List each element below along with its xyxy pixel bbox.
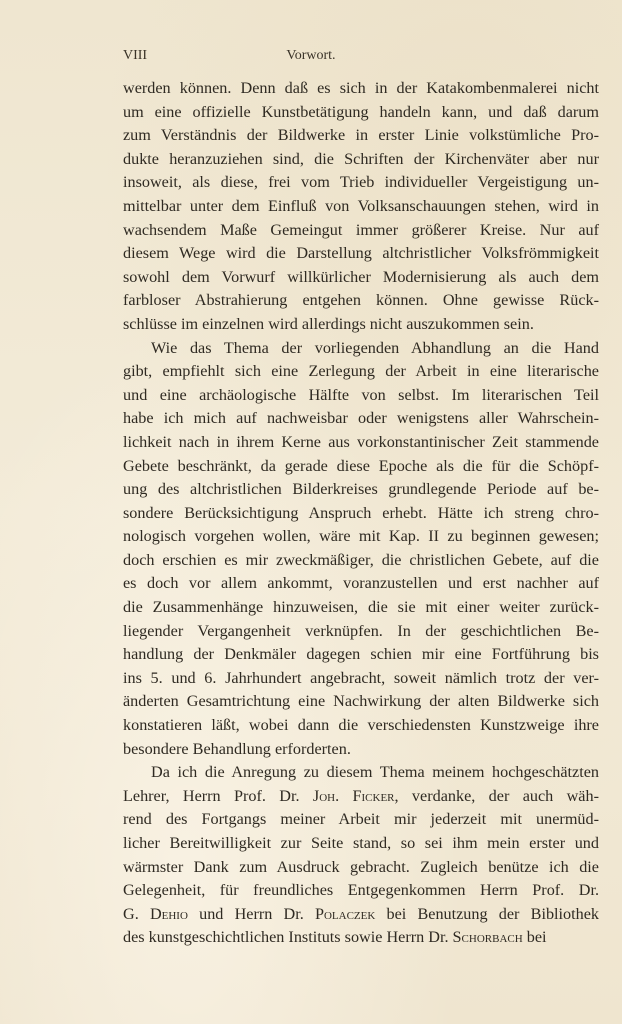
person-name: Joh. Ficker [312, 786, 395, 805]
text-segment: sowohl dem Vorwurf willkürlicher Modernisierung als auch dem [123, 267, 599, 286]
text-segment: werden können. Denn daß es sich in der Katakombenmalerei nicht [123, 79, 599, 97]
text-line [123, 572, 599, 596]
text-segment: es doch vor allem ankommt, voranzustellen und erst nachher auf [123, 574, 599, 593]
text-segment: bei [522, 928, 547, 947]
text-line [123, 738, 599, 762]
text-line [123, 124, 599, 148]
text-segment: diesem Wege wird die Darstellung altchristlicher Volksfrömmigkeit [123, 244, 599, 263]
text-line [123, 266, 599, 290]
text-segment: wachsendem Maße Gemeingut immer größerer Kreise. Nur auf [123, 220, 599, 239]
text-line [123, 219, 599, 243]
page-header [123, 48, 500, 68]
page-number: VIII [123, 48, 148, 63]
text-line [123, 337, 599, 361]
text-line [123, 643, 599, 667]
text-segment: insoweit, als diese, frei vom Trieb individueller Vergeistigung un- [123, 173, 599, 192]
text-segment: farbloser Abstrahierung entgehen können. Ohne gewisse Rück- [123, 291, 599, 310]
text-line [123, 808, 599, 832]
text-segment: die Zusammenhänge hinzuweisen, die sie mit einer weiter zurück- [123, 598, 599, 617]
text-line [123, 289, 599, 313]
text-line [123, 478, 599, 502]
text-segment: Wie das Thema der vorliegenden Abhandlung an die Hand [151, 338, 599, 357]
text-segment: mittelbar unter dem Einfluß von Volksanschauungen stehen, wird in [123, 196, 599, 215]
text-segment: um eine offizielle Kunstbetätigung handeln kann, und daß darum [123, 102, 599, 121]
text-line [123, 313, 599, 337]
text-segment: bei Benutzung der Bibliothek [375, 904, 599, 923]
text-segment: und eine archäologische Hälfte von selbst. Im literarischen Teil [123, 385, 599, 404]
text-segment: konstatieren läßt, wobei dann die verschiedensten Kunstzweige ihre [123, 716, 599, 735]
text-line [123, 101, 599, 125]
text-segment: des kunstgeschichtlichen Instituts sowie Herrn Dr. [123, 928, 453, 947]
running-title: Vorwort. [286, 48, 336, 63]
text-line [123, 596, 599, 620]
text-line [123, 761, 599, 785]
text-segment: Gelegenheit, für freundliches Entgegenkommen Herrn Prof. Dr. [123, 881, 599, 900]
text-segment: zum Verständnis der Bildwerke in erster Linie volkstümliche Pro- [123, 126, 599, 145]
paragraph-2 [123, 337, 599, 762]
text-line [123, 242, 599, 266]
text-line [123, 77, 599, 101]
text-segment: dukte heranzuziehen sind, die Schriften der Kirchenväter aber nur [123, 149, 599, 168]
text-segment: wärmster Dank zum Ausdruck gebracht. Zugleich benütze ich die [123, 857, 599, 876]
text-segment: habe ich mich auf nachweisbar oder wenigstens aller Wahrschein- [123, 409, 599, 428]
text-segment: handlung der Denkmäler dagegen schien mir eine Fortführung bis [123, 645, 599, 664]
person-name: Dehio [149, 904, 188, 923]
text-line [123, 525, 599, 549]
text-line [123, 455, 599, 479]
text-line [123, 832, 599, 856]
text-line [123, 879, 599, 903]
text-segment: nologisch vorgehen wollen, wäre mit Kap. II zu beginnen gewesen; [123, 527, 599, 546]
body-text [123, 77, 599, 950]
text-line [123, 502, 599, 526]
text-line [123, 360, 599, 384]
text-line [123, 714, 599, 738]
text-line [123, 856, 599, 880]
text-line [123, 407, 599, 431]
person-name: Schorbach [452, 928, 523, 947]
text-line [123, 148, 599, 172]
text-segment: doch erschien es mir zweckmäßiger, die christlichen Gebete, auf die [123, 550, 599, 569]
text-line [123, 903, 599, 927]
text-line [123, 384, 599, 408]
text-segment: änderten Gesamtrichtung eine Nachwirkung der alten Bildwerke sich [123, 692, 599, 711]
text-line [123, 431, 599, 455]
text-segment: , verdanke, der auch wäh- [394, 786, 599, 805]
text-segment: ung des altchristlichen Bilderkreises grundlegende Periode auf be- [123, 480, 599, 499]
text-segment: sondere Berücksichtigung Anspruch erhebt. Hätte ich streng chro- [123, 503, 599, 522]
text-line [123, 667, 599, 691]
text-segment: liegender Vergangenheit verknüpfen. In der geschichtlichen Be- [123, 621, 599, 640]
text-line [123, 549, 599, 573]
text-segment: ins 5. und 6. Jahrhundert angebracht, soweit nämlich trotz der ver- [123, 668, 599, 687]
text-line [123, 171, 599, 195]
paragraph-1 [123, 77, 599, 337]
text-segment: schlüsse im einzelnen wird allerdings nicht auszukommen sein. [123, 314, 534, 333]
text-segment: Lehrer, Herrn Prof. Dr. [123, 786, 313, 805]
text-segment: besondere Behandlung erforderten. [123, 739, 351, 758]
person-name: Polaczek [314, 904, 376, 923]
text-line [123, 926, 599, 950]
text-segment: Gebete beschränkt, da gerade diese Epoche als die für die Schöpf- [123, 456, 599, 475]
text-segment: licher Bereitwilligkeit zur Seite stand, so sei ihm mein erster und [123, 834, 599, 852]
text-segment: rend des Fortgangs meiner Arbeit mir jederzeit mit unermüd- [123, 810, 599, 829]
text-segment: gibt, empfiehlt sich eine Zerlegung der Arbeit in eine literarische [123, 362, 599, 381]
text-segment: Da ich die Anregung zu diesem Thema meinem hochgeschätzten [151, 763, 599, 782]
text-segment: und Herrn Dr. [187, 904, 315, 923]
text-line [123, 785, 599, 809]
paragraph-3 [123, 761, 599, 950]
text-segment: lichkeit nach in ihrem Kerne aus vorkonstantinischer Zeit stammende [123, 432, 599, 451]
text-line [123, 620, 599, 644]
text-line [123, 690, 599, 714]
text-segment: G. [123, 904, 150, 923]
text-line [123, 195, 599, 219]
